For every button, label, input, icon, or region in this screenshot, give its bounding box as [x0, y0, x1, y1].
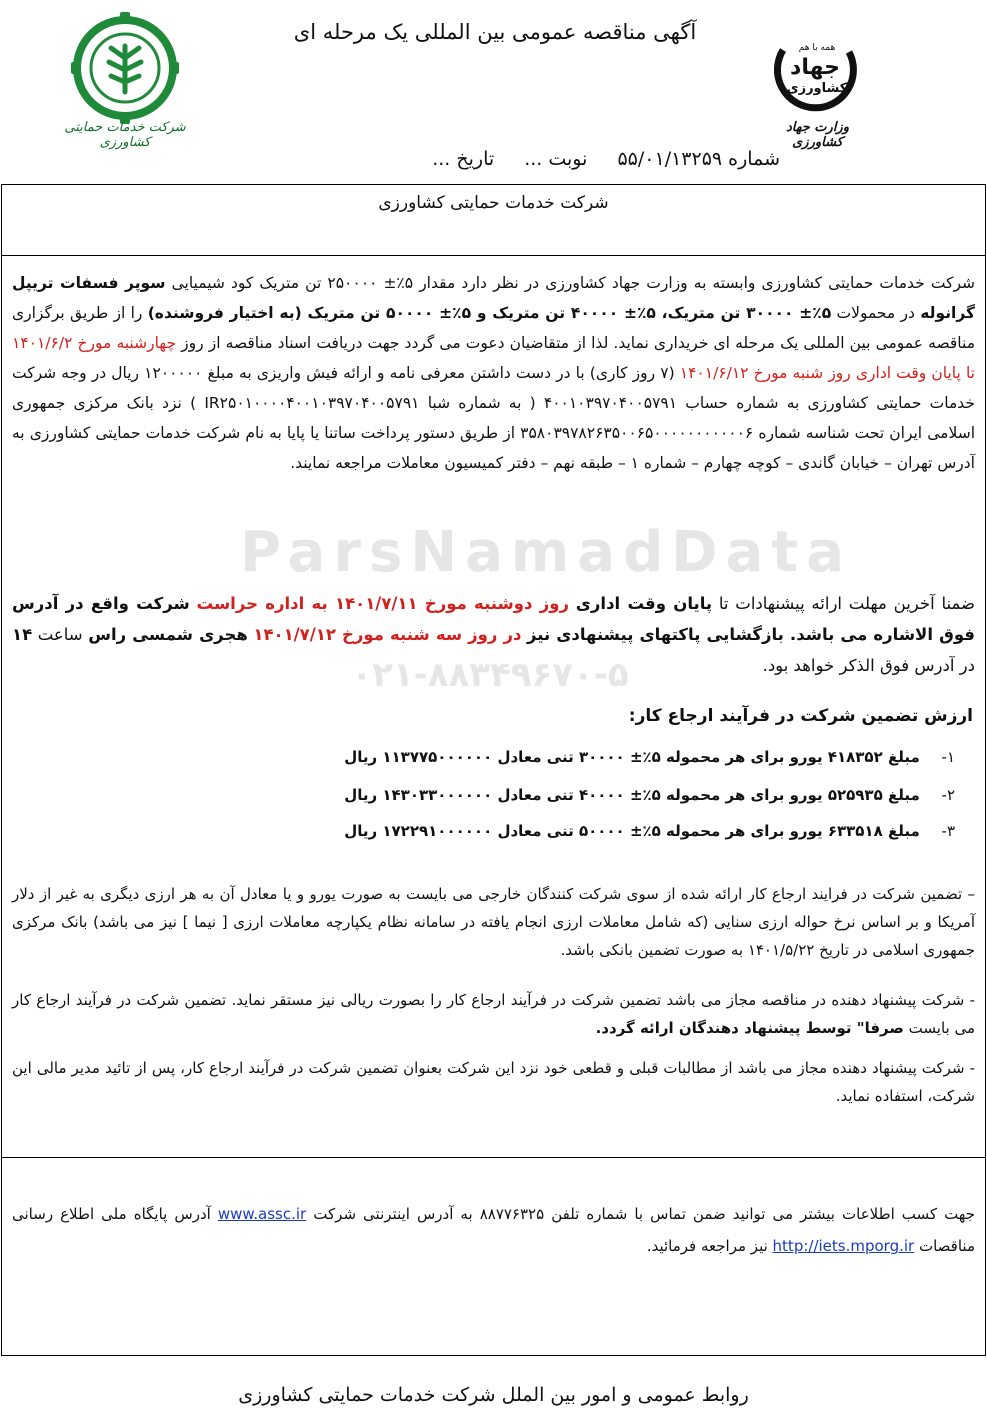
notice-title: آگهی مناقصه عمومی بین المللی یک مرحله ای	[293, 20, 697, 44]
contact-paragraph	[12, 1198, 975, 1262]
jahad-brand-sub-text: کشاورزی	[786, 81, 848, 96]
intro-text-4: (۷ روز کاری) با در دست داشتن معرفی نامه و ارائه فیش واریزی به مبلغ ۱۲۰۰۰۰۰ ریال در وجه شرکت خدمات حمایتی کشاورزی به شماره حساب ۴۰۰۱۰۳۹۷۰۴۰۰۵۷۹۱ ( به شماره شبا IR۲۵۰۱۰۰۰۰۴۰۰۱۰۳۹۷۰۴۰۰۵۷۹۱ ) نزد بانک مرکزی جمهوری اسلامی ایران تحت شناسه شماره ۳۵۸۰۳۹۷۸۲۶۳۵۰۰۶۵۰۰۰۰۰۰۰۰۰۰۰۶ از طریق دستور پرداخت ساتنا یا پایا به نام شرکت خدمات حمایتی کشاورزی به آدرس تهران – خیابان گاندی – کوچه چهارم – شماره ۱ – طبقه نهم – دفتر کمیسیون معاملات مراجعه نمایند.	[12, 364, 976, 472]
opening-date: در روز سه شنبه مورخ ۱۴۰۱/۷/۱۲	[253, 625, 522, 644]
intro-paragraph	[12, 268, 975, 478]
guarantee-item	[300, 748, 955, 766]
watermark-brand: ParsNamadData	[240, 520, 852, 585]
deadline-hour: ۱۴	[12, 625, 33, 644]
guarantee-item-text: مبلغ ۶۳۳۵۱۸ یورو برای هر محموله ۵٪± ۵۰۰۰۰ تنی معادل ۱۷۲۲۹۱۰۰۰۰۰۰ ریال	[344, 822, 920, 840]
company-name: شرکت خدمات حمایتی کشاورزی	[378, 193, 609, 213]
note-rial-text: - شرکت پیشنهاد دهنده در مناقصه مجاز می باشد تضمین شرکت در فرآیند ارجاع کار را بصورت ریالی نیز مستقر نماید. تضمین شرکت در فرآیند ارجاع کار می بایست	[12, 991, 975, 1037]
guarantee-item-text: مبلغ ۵۲۵۹۳۵ یورو برای هر محموله ۵٪± ۴۰۰۰۰ تنی معادل ۱۴۳۰۳۳۰۰۰۰۰۰ ریال	[344, 786, 920, 804]
guarantee-heading: ارزش تضمین شرکت در فرآیند ارجاع کار:	[628, 706, 973, 726]
jahad-logo-icon	[765, 30, 865, 120]
tender-portal-link[interactable]: http://iets.mporg.ir	[772, 1237, 915, 1255]
notice-reference	[340, 148, 780, 170]
intro-date-range: چهارشنبه مورخ ۱۴۰۱/۶/۲ تا پایان وقت اداری روز شنبه مورخ ۱۴۰۱/۶/۱۲	[12, 334, 975, 382]
contact-text-3: نیز مراجعه فرمائید.	[646, 1237, 768, 1255]
guarantee-item-number: ۳-	[941, 822, 955, 840]
intro-text-2: در محمولات	[836, 304, 915, 322]
jahad-brand-text: جهاد	[790, 55, 840, 80]
intro-product: سوپر فسفات تریپل گرانوله	[12, 274, 975, 322]
guarantee-item-text: مبلغ ۴۱۸۳۵۲ یورو برای هر محموله ۵٪± ۳۰۰۰۰ تنی معادل ۱۱۳۷۷۵۰۰۰۰۰۰ ریال	[344, 748, 920, 766]
footer-signature: روابط عمومی و امور بین الملل شرکت خدمات حمایتی کشاورزی	[238, 1384, 749, 1406]
note-rial-bold: صرفا" توسط پیشنهاد دهندگان ارائه گردد.	[595, 1019, 904, 1037]
deadline-text-hour: ساعت	[37, 625, 83, 644]
frame-divider-top	[1, 255, 986, 256]
deadline-text-end: در آدرس فوق الذکر خواهد بود.	[762, 656, 975, 675]
notice-number: شماره ۵۵/۰۱/۱۳۲۵۹	[617, 148, 780, 170]
jahad-top-text: همه با هم	[798, 43, 836, 53]
notice-turn: نوبت ...	[524, 148, 588, 170]
deadline-bold-1: پایان وقت اداری	[575, 594, 713, 613]
guarantee-item	[300, 822, 955, 840]
watermark-phone: ۰۲۱-۸۸۳۴۹۶۷۰-۵	[351, 655, 629, 695]
guarantee-item-number: ۱-	[941, 748, 955, 766]
contact-text-1: جهت کسب اطلاعات بیشتر می توانید ضمن تماس با شماره تلفن ۸۸۷۷۶۳۲۵ به آدرس اینترنتی شرکت	[313, 1205, 975, 1223]
jahad-logo	[765, 30, 865, 120]
deadline-bold-3: هجری شمسی راس	[88, 625, 248, 644]
deadline-bold-2: شرکت واقع در آدرس فوق الاشاره می باشد. بازگشایی پاکتهای پیشنهادی نیز	[12, 594, 975, 644]
company-website-link[interactable]: www.assc.ir	[217, 1205, 307, 1223]
note-rial	[12, 986, 975, 1042]
deadline-text-1: ضمنا آخرین مهلت ارائه پیشنهادات تا	[718, 594, 976, 613]
assc-logo-icon	[55, 10, 195, 130]
note-claims: - شرکت پیشنهاد دهنده مجاز می باشد از مطالبات قبلی و قطعی خود نزد این شرکت بعنوان تضمین شرکت در فرآیند ارجاع کار، پس از تائید مدیر مالی این شرکت، استفاده نماید.	[12, 1059, 975, 1105]
deadline-date: روز دوشنبه مورخ ۱۴۰۱/۷/۱۱ به اداره حراست	[196, 594, 570, 613]
assc-logo-caption: شرکت خدمات حمایتی کشاورزی	[64, 120, 186, 150]
frame-divider-bottom	[1, 1157, 986, 1158]
notice-date: تاریخ ...	[432, 148, 495, 170]
intro-shipments: ۵٪± ۳۰۰۰۰ تن متریک، ۵٪± ۴۰۰۰۰ تن متریک و ۵٪± ۵۰۰۰۰ تن متریک (به اختیار فروشنده)	[147, 304, 832, 322]
note-currency: – تضمین شرکت در فرایند ارجاع کار ارائه شده از سوی شرکت کنندگان خارجی می بایست به صورت یورو و یا معادل آن به هر ارزی دیگری به غیر از دلار آمریکا و بر اساس نرخ حواله ارزی سنایی (که شامل معاملات ارزی انجام یافته در سامانه نظام یکپارچه معاملات ارزی [ نیما ] نیز می باشد) بانک مرکزی جمهوری اسلامی در تاریخ ۱۴۰۱/۵/۲۲ به صورت تضمین بانکی باشد.	[12, 885, 975, 959]
jahad-logo-caption: وزارت جهاد کشاورزی	[786, 120, 849, 150]
guarantee-item-number: ۲-	[941, 786, 955, 804]
intro-text-1: شرکت خدمات حمایتی کشاورزی وابسته به وزارت جهاد کشاورزی در نظر دارد مقدار ۵٪± ۲۵۰۰۰۰ تن متریک کود شیمیایی	[171, 274, 975, 292]
deadline-paragraph	[12, 588, 975, 681]
contact-text-2: آدرس پایگاه ملی اطلاع رسانی مناقصات	[12, 1205, 975, 1255]
guarantee-item	[300, 786, 955, 804]
intro-text-3: را از طریق برگزاری مناقصه عمومی بین المللی یک مرحله ای خریداری نماید. لذا از متقاضیان دعوت می گردد جهت دریافت اسناد مناقصه از روز	[12, 304, 975, 352]
